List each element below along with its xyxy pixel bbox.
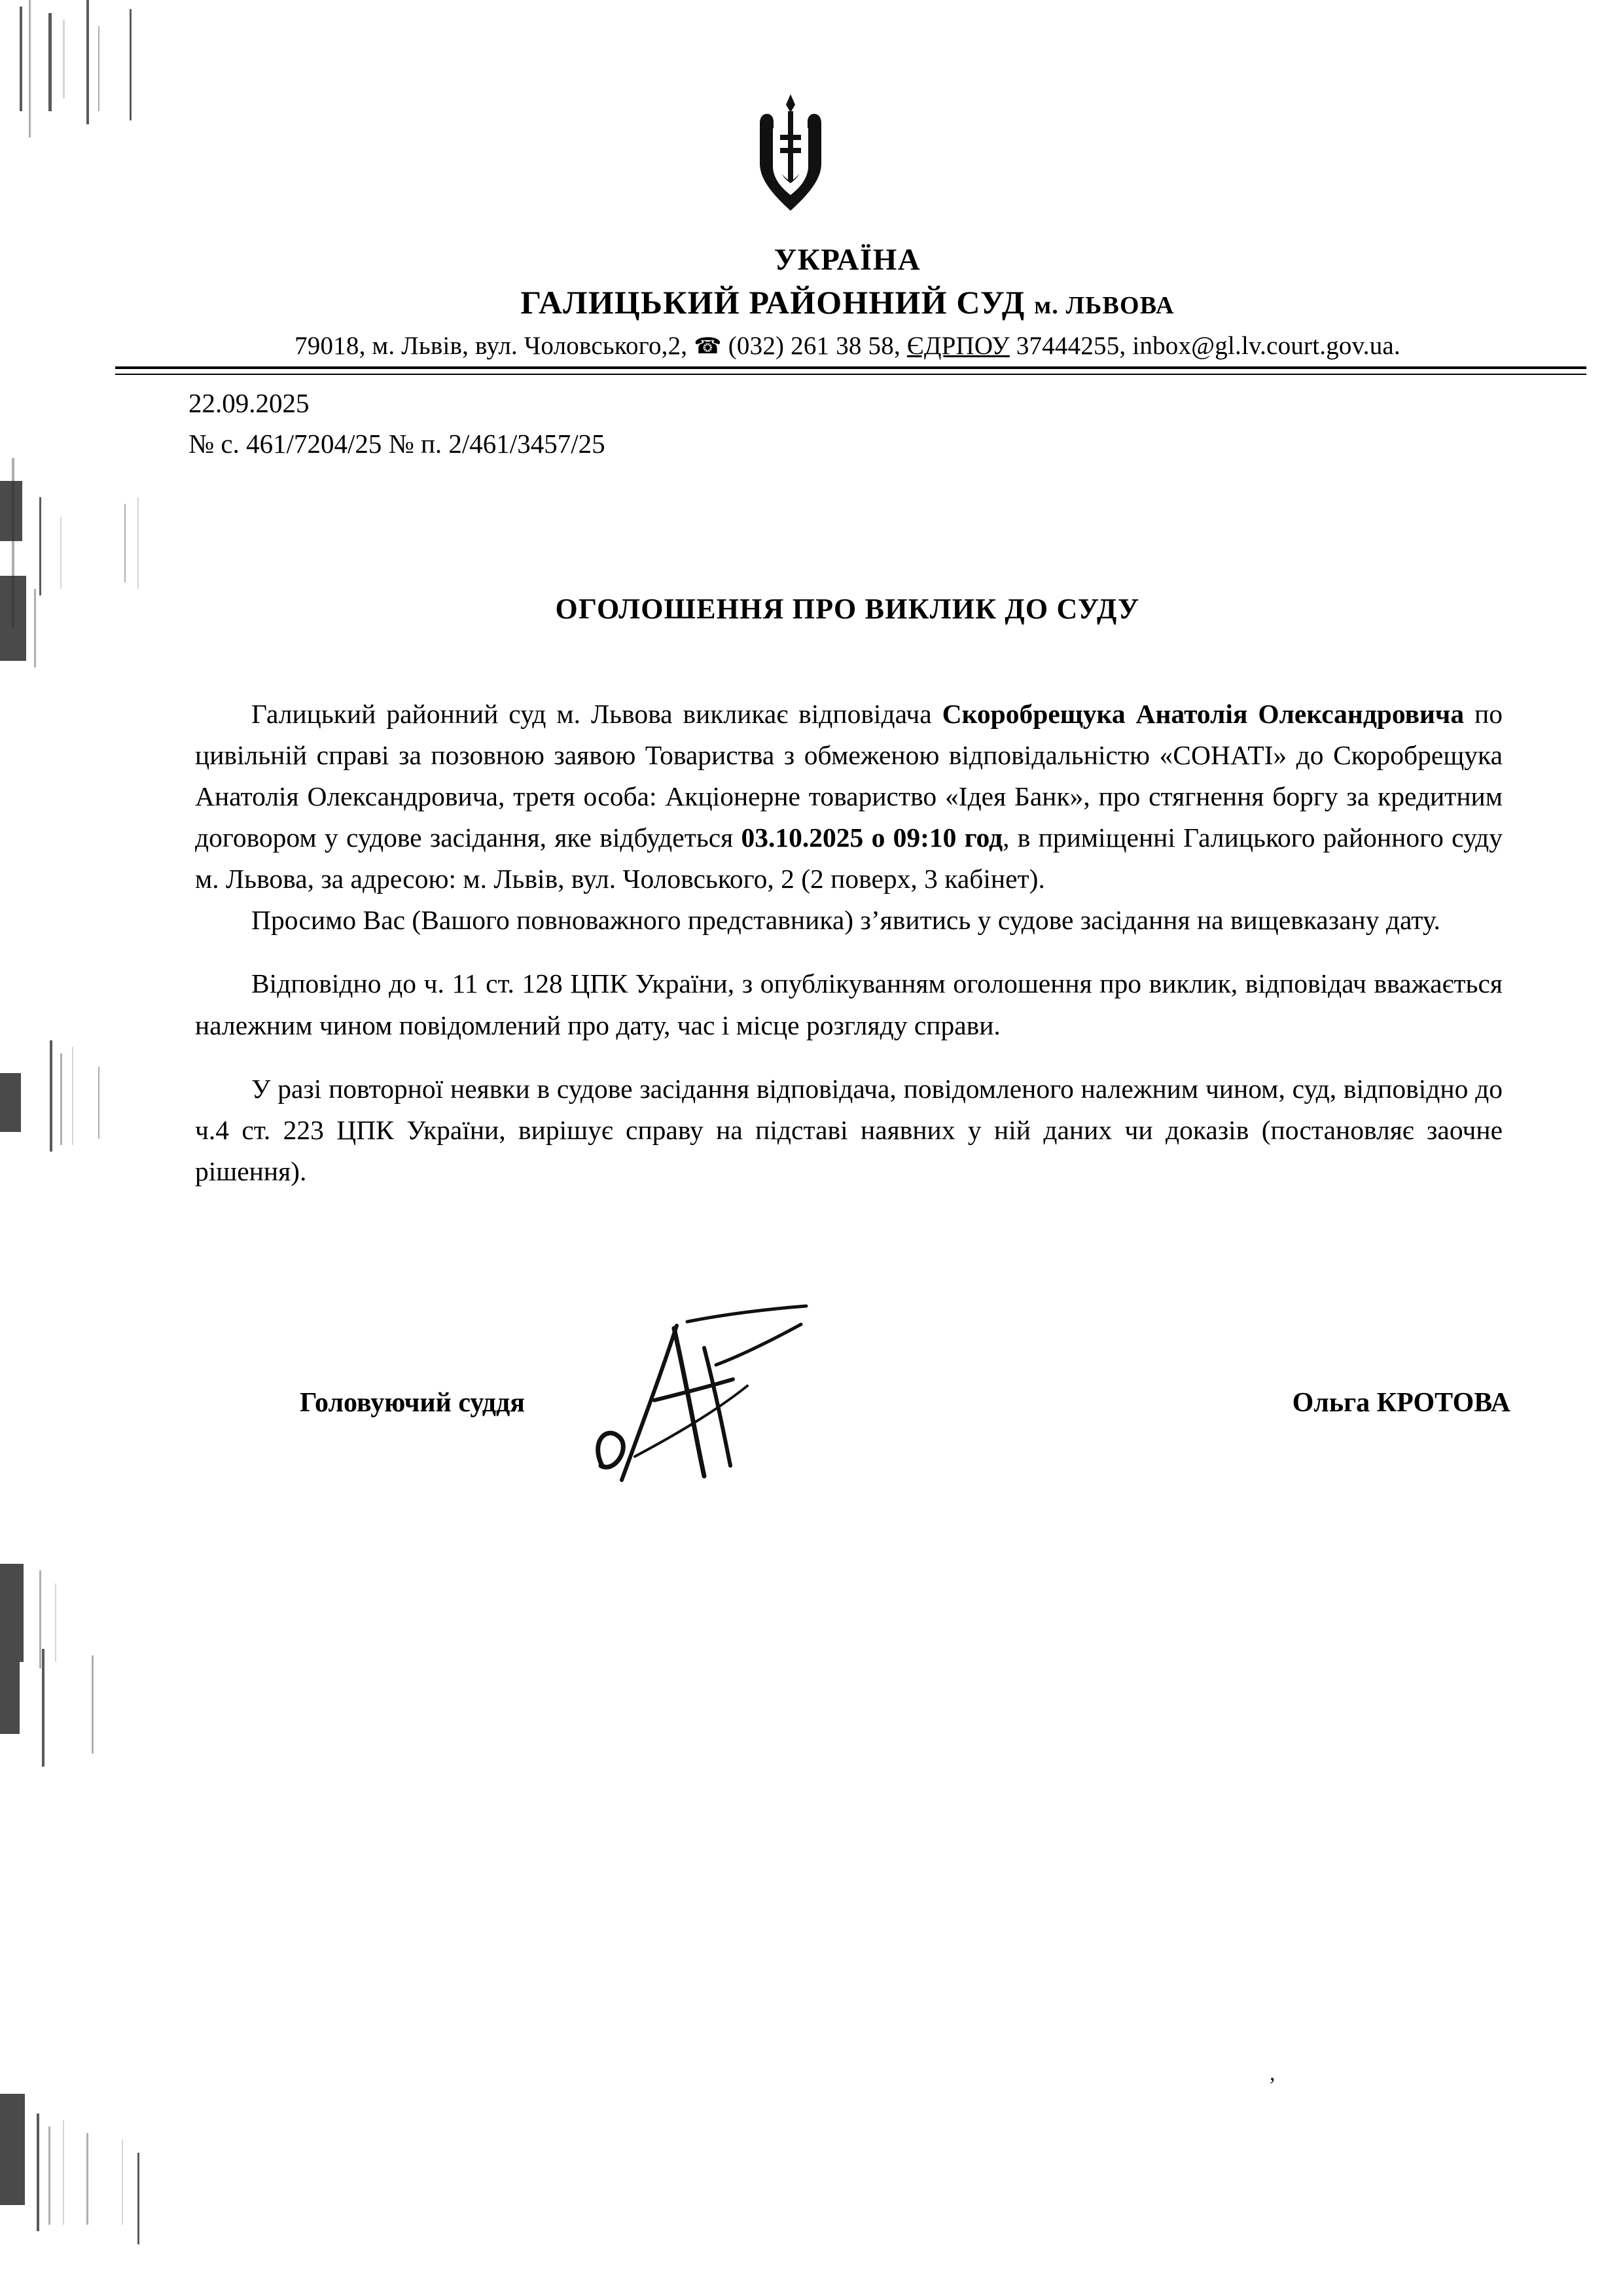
hearing-datetime: 03.10.2025 о 09:10 год [741,822,1003,853]
court-name-main: ГАЛИЦЬКИЙ РАЙОННИЙ СУД [520,284,1026,321]
paragraph-law-223: У разі повторної неявки в судове засідання відповідача, повідомленого належним чином, суд, відповідно до ч.4 ст. 223 ЦПК України, вирішує справу на підставі наявних у ній даних чи доказів (постановляє заочне рішення). [195,1073,1503,1186]
document-header [118,242,1577,361]
court-phone: (032) 261 38 58, [728,331,901,360]
page-title: ОГОЛОШЕННЯ ПРО ВИКЛИК ДО СУДУ [555,593,1140,625]
telephone-icon: ☎ [694,334,722,359]
court-name [118,284,1577,322]
judge-role: Головуючий суддя [300,1388,525,1418]
ukraine-coat-of-arms-icon [751,92,830,216]
registry-label: ЄДРПОУ [906,331,1010,360]
document-meta [188,383,605,464]
paragraph-summons-part3: , в приміщенні Галицького районного суду м. Львова, за адресою: м. Львів, вул. Чоловського, 2 (2 поверх, 3 кабінет). [195,822,1503,894]
court-name-city: м. ЛЬВОВА [1034,292,1175,320]
registry-code: 37444255, [1016,331,1126,360]
paragraph-law-128: Відповідно до ч. 11 ст. 128 ЦПК України, з опублікуванням оголошення про виклик, відповідач вважається належним чином повідомлений про дату, час і місце розгляду справи. [195,968,1503,1040]
court-contacts [118,331,1577,361]
handwritten-signature-icon [576,1302,877,1498]
court-email: inbox@gl.lv.court.gov.ua. [1132,331,1400,360]
paragraph-summons [195,694,1503,900]
document-date: 22.09.2025 [188,388,310,418]
paragraph-summons-part1: Галицький районний суд м. Львова викликає відповідача [251,699,942,729]
paragraph-summons-part2: по цивільній справі за позовною заявою Товариства з обмеженою відповідальністю «СОНАТІ» до Скоробрещука Анатолія Олександровича, третя особа: Акціонерне товариство «Ідея Банк», про стягнення боргу за кредитним договором у судове засідання, яке відбудеться [195,699,1503,853]
paragraph-request: Просимо Вас (Вашого повноважного представника) з’явитись у судове засідання на вищевказану дату. [251,905,1440,936]
country-name: УКРАЇНА [774,243,921,277]
document-body [195,694,1503,1192]
document-numbers: № с. 461/7204/25 № п. 2/461/3457/25 [188,428,605,459]
stray-mark: , [1270,2061,1275,2085]
respondent-name: Скоробрещука Анатолія Олександровича [942,699,1465,729]
judge-name: Ольга КРОТОВА [1292,1388,1510,1418]
court-address: 79018, м. Львів, вул. Чоловського,2, [294,331,688,360]
header-divider-secondary [115,374,1586,375]
header-divider [115,366,1586,369]
